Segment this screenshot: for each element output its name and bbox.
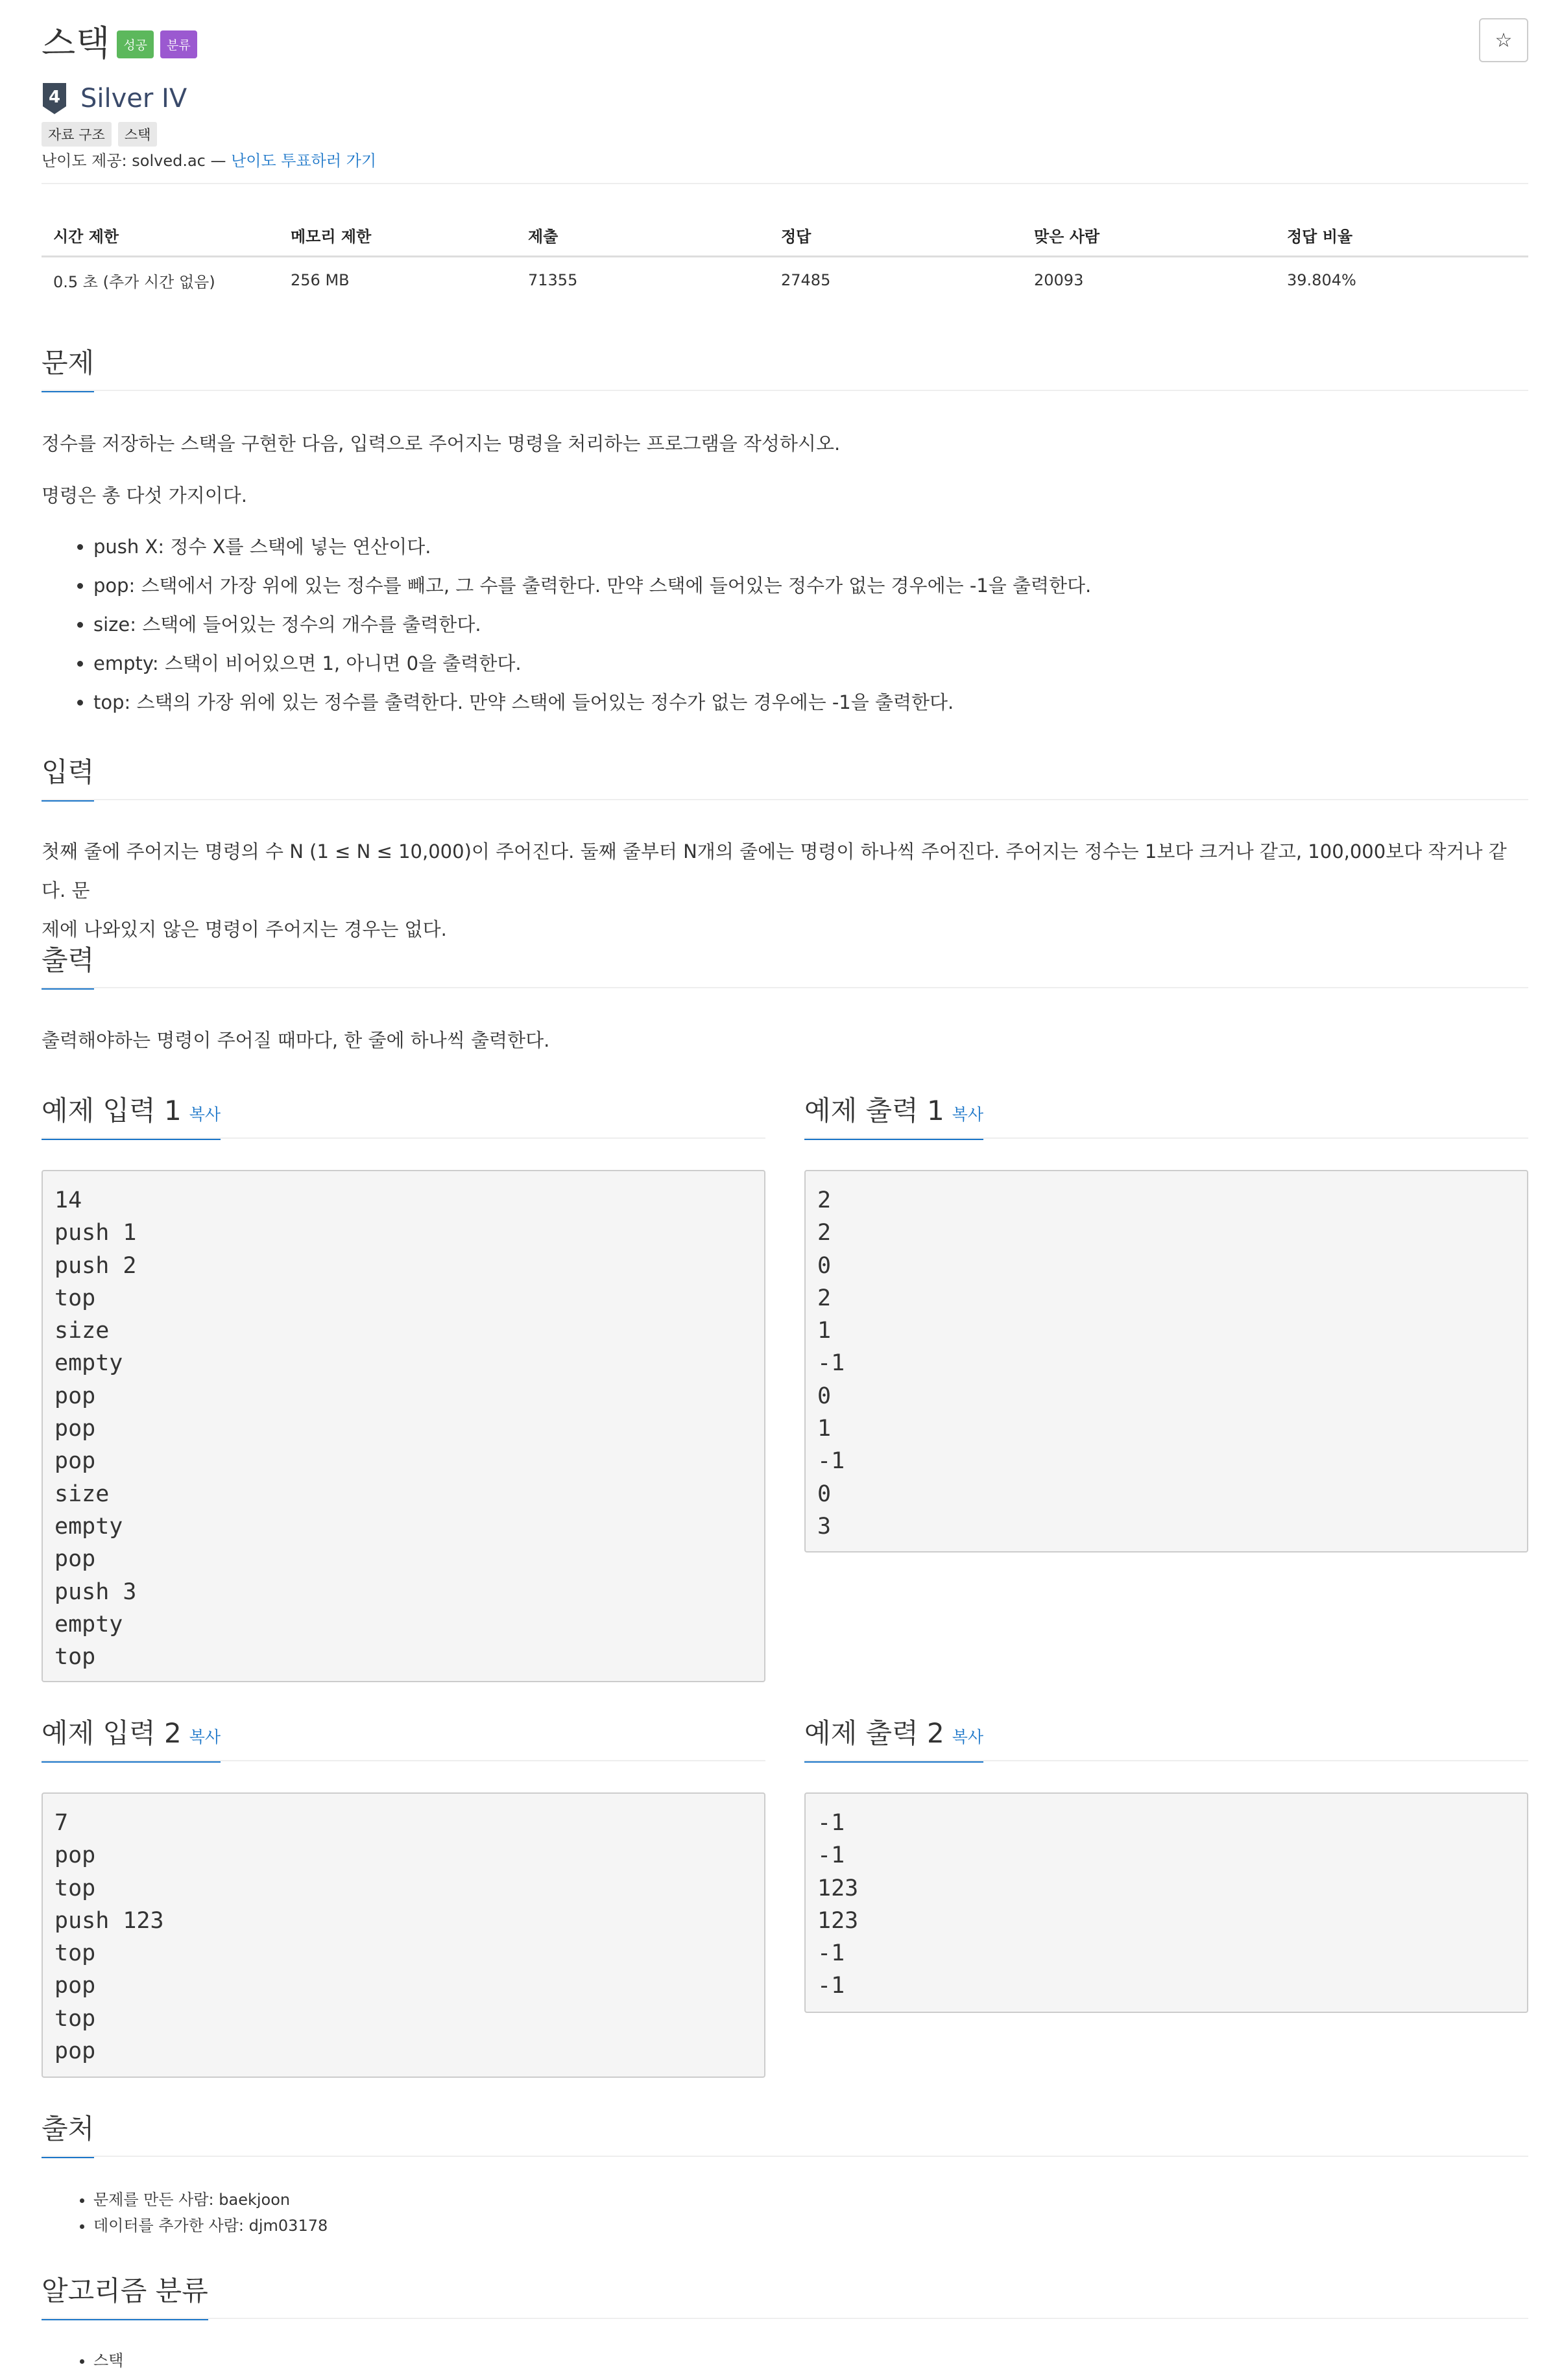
problem-description: 정수를 저장하는 스택을 구현한 다음, 입력으로 주어지는 명령을 처리하는 프로그램을 작성하시오. [42, 433, 841, 455]
copy-sample-output-2-button[interactable]: 복사 [952, 1728, 984, 1746]
star-favorite-button[interactable]: ☆ [1479, 18, 1528, 62]
list-item[interactable]: • 스택 [93, 2348, 123, 2374]
output-title: 출력 [42, 939, 94, 990]
value-memory-limit: 256 MB [291, 271, 350, 289]
list-item: • top: 스택의 가장 위에 있는 정수를 출력한다. 만약 스택에 들어있는 정수가 없는 경우에는 -1을 출력한다. [93, 683, 1091, 722]
sample-input-2-title-wrap [42, 1712, 221, 1763]
sample-output-1-box[interactable]: 2 2 0 2 1 -1 0 1 -1 0 3 [804, 1170, 1528, 1553]
sample-output-1-heading [804, 1089, 983, 1140]
list-item[interactable]: • 데이터를 추가한 사람: djm03178 [93, 2213, 328, 2239]
list-item: • empty: 스택이 비어있으면 1, 아니면 0을 출력한다. [93, 644, 1091, 683]
tier-level: 4 [48, 88, 61, 107]
header-accepted: 정답 [781, 227, 811, 246]
value-submissions[interactable]: 71355 [528, 271, 578, 289]
sample-input-2-title: 예제 입력 2 [42, 1717, 182, 1749]
tier-label[interactable]: Silver IV [80, 84, 187, 113]
tier-row [42, 80, 187, 117]
section-divider [42, 2156, 1528, 2157]
title-row [42, 14, 197, 66]
sample-input-1-title-wrap [42, 1089, 221, 1140]
algorithm-list [42, 2348, 123, 2374]
sample-input-1-title: 예제 입력 1 [42, 1095, 182, 1126]
table-row [42, 257, 1528, 303]
status-badge-classification[interactable]: 분류 [160, 30, 197, 58]
source-list [42, 2187, 328, 2239]
sample-output-1-title: 예제 출력 1 [804, 1095, 944, 1126]
divider [42, 183, 1528, 184]
copy-sample-input-1-button[interactable]: 복사 [189, 1105, 221, 1124]
sample-output-2-heading [804, 1712, 983, 1763]
sample-input-2-heading [42, 1712, 221, 1763]
problem-title: 문제 [42, 342, 94, 392]
algorithm-title: 알고리즘 분류 [42, 2270, 208, 2320]
section-divider [42, 799, 1528, 800]
table-header [42, 214, 1528, 257]
list-item: • push X: 정수 X를 스택에 넣는 연산이다. [93, 527, 1091, 566]
header-time-limit: 시간 제한 [53, 227, 119, 246]
value-ratio: 39.804% [1287, 271, 1356, 289]
command-list [42, 527, 1091, 722]
tag-list [42, 122, 163, 147]
algorithm-section-heading [42, 2270, 208, 2320]
sample-input-1-heading [42, 1089, 221, 1140]
tag-data-structure[interactable]: 자료 구조 [42, 122, 112, 147]
header-solvers: 맞은 사람 [1034, 227, 1100, 246]
tag-stack[interactable]: 스택 [118, 122, 158, 147]
list-item: • size: 스택에 들어있는 정수의 개수를 출력한다. [93, 605, 1091, 644]
tier-icon [42, 83, 67, 114]
list-item: • pop: 스택에서 가장 위에 있는 정수를 빼고, 그 수를 출력한다. 만약 스택에 들어있는 정수가 없는 경우에는 -1을 출력한다. [93, 566, 1091, 605]
credit-text: 난이도 제공: solved.ac — [42, 152, 232, 170]
problem-section-heading [42, 342, 94, 392]
section-divider [42, 2318, 1528, 2319]
sample-input-2-box[interactable]: 7 pop top push 123 top pop top pop [42, 1792, 765, 2078]
section-divider [804, 1137, 1528, 1139]
sample-input-1-box[interactable]: 14 push 1 push 2 top size empty pop pop pop size empty pop push 3 empty top [42, 1170, 765, 1682]
value-solvers[interactable]: 20093 [1034, 271, 1084, 289]
list-item[interactable]: • 문제를 만든 사람: baekjoon [93, 2187, 328, 2213]
header-memory-limit: 메모리 제한 [291, 227, 372, 246]
copy-sample-output-1-button[interactable]: 복사 [952, 1105, 984, 1124]
problem-info-table [42, 214, 1528, 303]
section-divider [42, 1137, 765, 1139]
section-divider [804, 1760, 1528, 1761]
input-description [42, 832, 1528, 949]
problem-command-intro: 명령은 총 다섯 가지이다. [42, 484, 248, 506]
status-badge-success: 성공 [117, 30, 154, 58]
input-section-heading [42, 751, 94, 802]
input-title: 입력 [42, 751, 94, 802]
sample-output-2-title: 예제 출력 2 [804, 1717, 944, 1749]
vote-difficulty-link[interactable]: 난이도 투표하러 가기 [231, 152, 377, 170]
copy-sample-input-2-button[interactable]: 복사 [189, 1728, 221, 1746]
section-divider [42, 987, 1528, 988]
value-accepted[interactable]: 27485 [781, 271, 831, 289]
sample-output-2-title-wrap [804, 1712, 983, 1763]
source-section-heading [42, 2108, 94, 2158]
input-description-line: 제에 나와있지 않은 명령이 주어지는 경우는 없다. [42, 918, 447, 940]
page-title: 스택 [42, 22, 111, 64]
sample-output-1-title-wrap [804, 1089, 983, 1140]
sample-output-2-box[interactable]: -1 -1 123 123 -1 -1 [804, 1792, 1528, 2013]
difficulty-credit [42, 148, 376, 171]
header-submissions: 제출 [528, 227, 559, 246]
source-title: 출처 [42, 2108, 94, 2158]
section-divider [42, 390, 1528, 391]
section-divider [42, 1760, 765, 1761]
header-ratio: 정답 비율 [1287, 227, 1353, 246]
output-section-heading [42, 939, 94, 990]
output-description: 출력해야하는 명령이 주어질 때마다, 한 줄에 하나씩 출력한다. [42, 1029, 550, 1051]
input-description-line: 첫째 줄에 주어지는 명령의 수 N (1 ≤ N ≤ 10,000)이 주어진다. 둘째 줄부터 N개의 줄에는 명령이 하나씩 주어진다. 주어지는 정수는 1보다 크거나 같고, 100,000보다 작거나 같다. 문 [42, 840, 1507, 901]
value-time-limit: 0.5 초 (추가 시간 없음) [53, 272, 215, 291]
